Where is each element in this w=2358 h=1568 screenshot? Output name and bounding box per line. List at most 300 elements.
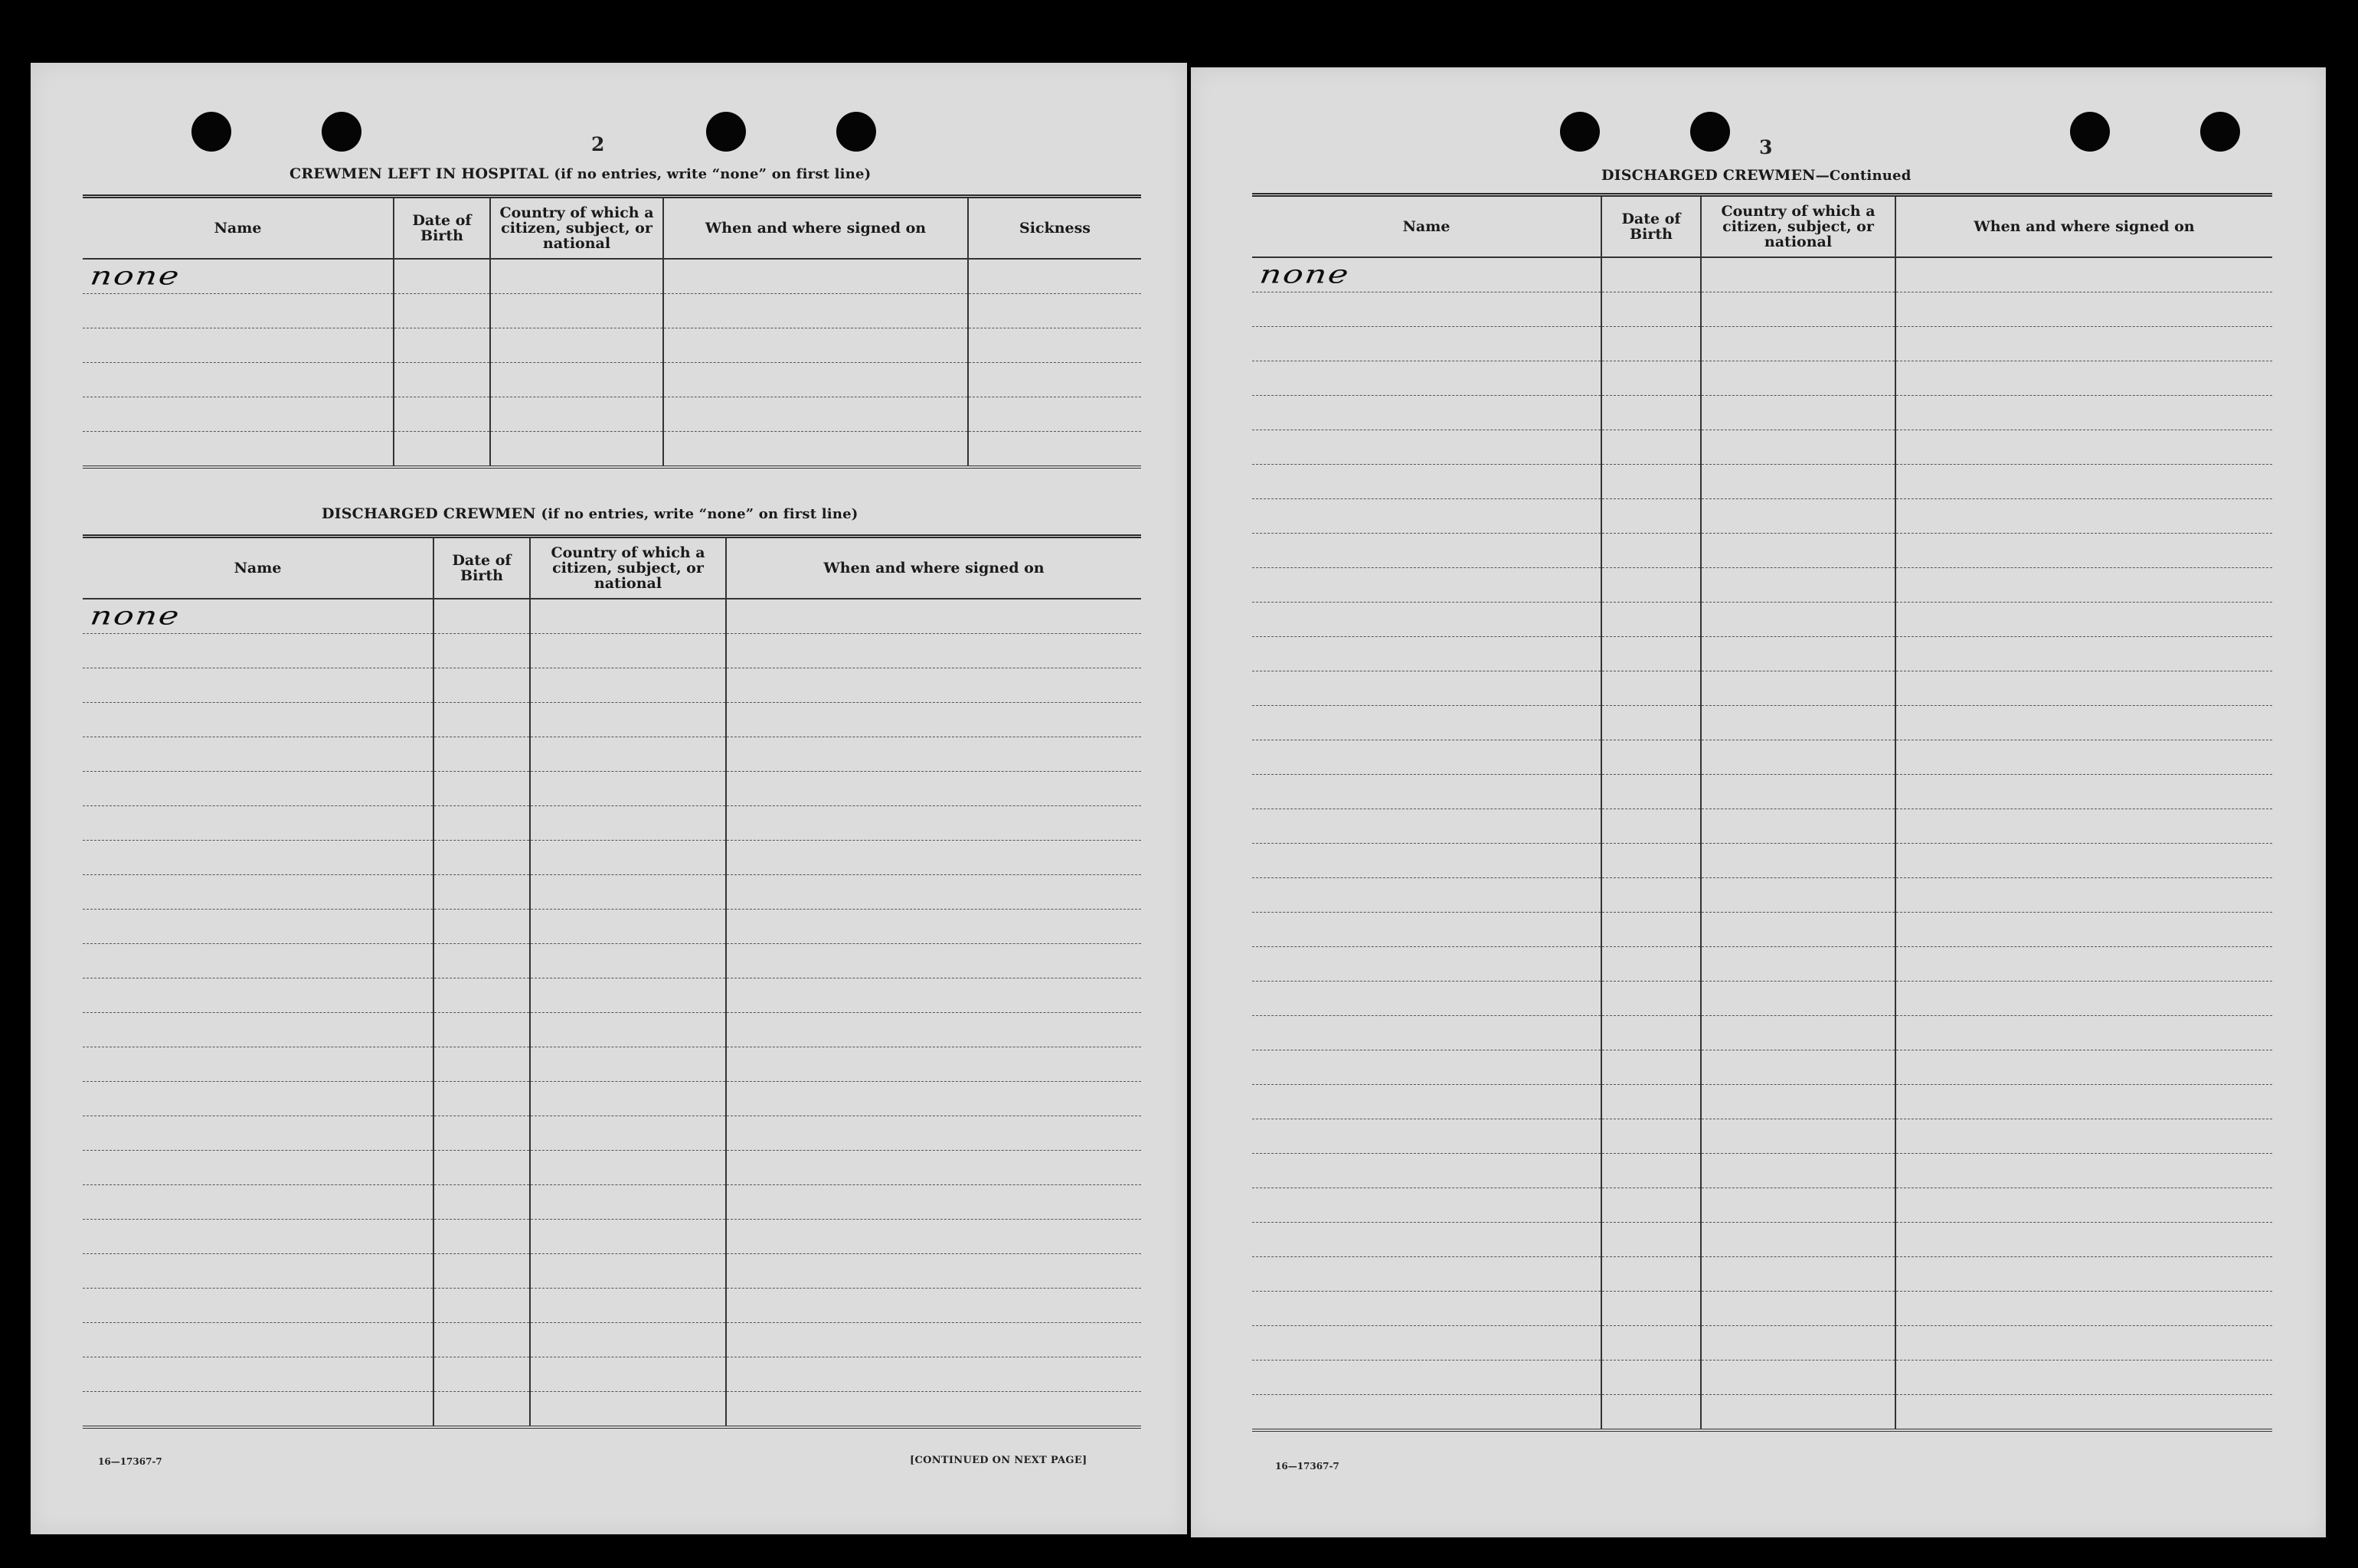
table-cell [1895, 1188, 2272, 1223]
table-cell [433, 634, 530, 668]
table-row [1252, 1326, 2272, 1361]
table-cell [1701, 982, 1895, 1016]
table-cell [1701, 1292, 1895, 1326]
table-cell [1601, 1050, 1701, 1085]
table-cell [1252, 361, 1601, 396]
table-cell [1601, 1119, 1701, 1154]
table-row [1252, 740, 2272, 775]
table-cell [1601, 740, 1701, 775]
table-cell [726, 910, 1141, 944]
table-cell [530, 978, 726, 1013]
table-row [1252, 637, 2272, 671]
table-row [83, 599, 1141, 634]
table-cell [1895, 568, 2272, 603]
table-cell [1701, 1119, 1895, 1154]
hospital-section-title [289, 165, 871, 182]
table-cell [530, 1047, 726, 1082]
table-cell [490, 259, 663, 294]
table-cell [726, 1151, 1141, 1185]
table-cell [1895, 671, 2272, 706]
table-cell [433, 806, 530, 841]
table-cell [433, 737, 530, 772]
table-row [1252, 671, 2272, 706]
table-cell [83, 772, 433, 806]
column-header-date-of-birth: Date of Birth [394, 197, 490, 260]
table-cell [433, 1013, 530, 1047]
table-cell [726, 599, 1141, 634]
table-cell [1701, 1223, 1895, 1257]
column-header-date-of-birth: Date of Birth [1601, 195, 1701, 258]
table-cell [530, 910, 726, 944]
table-cell [530, 599, 726, 634]
table-cell [726, 978, 1141, 1013]
table-cell [726, 875, 1141, 910]
table-row [1252, 1395, 2272, 1431]
table-cell [1252, 603, 1601, 637]
table-cell [726, 668, 1141, 703]
table-cell [1895, 499, 2272, 534]
discharged-continued-table [1252, 193, 2272, 1432]
table-cell [1895, 1016, 2272, 1050]
table-cell [968, 397, 1141, 432]
table-cell [968, 259, 1141, 294]
table-row [83, 634, 1141, 668]
table-cell [1252, 878, 1601, 913]
table-cell [1701, 1395, 1895, 1431]
table-cell [83, 1151, 433, 1185]
table-cell [1252, 534, 1601, 568]
table-cell [663, 397, 968, 432]
table-cell [1252, 637, 1601, 671]
table-row [1252, 878, 2272, 913]
table-cell [1252, 396, 1601, 430]
table-row [1252, 257, 2272, 292]
punch-hole [2200, 112, 2240, 152]
table-cell [726, 806, 1141, 841]
table-cell [1601, 671, 1701, 706]
table-row [1252, 1188, 2272, 1223]
table-cell [433, 1082, 530, 1116]
table-cell [1601, 947, 1701, 982]
table-cell [1601, 1326, 1701, 1361]
table-cell [1701, 1016, 1895, 1050]
table-row [83, 772, 1141, 806]
table-cell [1895, 1050, 2272, 1085]
table-row [1252, 465, 2272, 499]
table-cell [530, 1151, 726, 1185]
table-row [1252, 499, 2272, 534]
table-row [83, 1289, 1141, 1323]
section-title-text: DISCHARGED CREWMEN [1601, 167, 1816, 184]
table-row [83, 363, 1141, 397]
table-row [1252, 1292, 2272, 1326]
table-cell [490, 432, 663, 468]
table-cell [968, 328, 1141, 363]
table-cell [1895, 1154, 2272, 1188]
table-row [83, 1357, 1141, 1392]
column-header-country: Country of which a citizen, subject, or national [490, 197, 663, 260]
table-cell [1252, 465, 1601, 499]
table-cell [1701, 465, 1895, 499]
table-cell [1252, 327, 1601, 361]
table-cell [83, 1185, 433, 1220]
table-cell [83, 294, 394, 328]
table-cell [1601, 1395, 1701, 1431]
table-cell [1601, 913, 1701, 947]
table-cell [1601, 1154, 1701, 1188]
table-cell [530, 875, 726, 910]
table-cell [1601, 844, 1701, 878]
table-cell [1601, 292, 1701, 327]
table-cell [433, 944, 530, 978]
table-cell [1701, 292, 1895, 327]
table-row [83, 294, 1141, 328]
table-cell [394, 397, 490, 432]
table-row [83, 1323, 1141, 1357]
table-cell [1895, 1119, 2272, 1154]
table-cell [1701, 947, 1895, 982]
table-row [1252, 1050, 2272, 1085]
table-row [1252, 1223, 2272, 1257]
table-cell [1252, 740, 1601, 775]
page-number: 3 [1759, 136, 1773, 158]
table-row [83, 328, 1141, 363]
punch-hole [706, 112, 746, 152]
table-cell [433, 772, 530, 806]
discharged-continued-title [1601, 167, 1912, 184]
table-cell [1895, 706, 2272, 740]
discharged-table [83, 534, 1141, 1429]
table-cell [1701, 1085, 1895, 1119]
column-header-country: Country of which a citizen, subject, or national [1701, 195, 1895, 258]
punch-hole [1690, 112, 1730, 152]
table-row [1252, 534, 2272, 568]
table-cell [433, 599, 530, 634]
table-row [1252, 982, 2272, 1016]
table-cell [83, 910, 433, 944]
table-cell [1895, 913, 2272, 947]
table-cell [1252, 1361, 1601, 1395]
table-cell [1601, 603, 1701, 637]
table-cell [1601, 1257, 1701, 1292]
left-page [31, 63, 1187, 1534]
table-row [1252, 1257, 2272, 1292]
table-cell [1701, 775, 1895, 809]
table-cell [1601, 809, 1701, 844]
table-cell [663, 363, 968, 397]
table-cell [726, 841, 1141, 875]
table-cell [1895, 396, 2272, 430]
table-cell [1701, 706, 1895, 740]
table-cell [1701, 1361, 1895, 1395]
section-title-text: DISCHARGED CREWMEN [322, 505, 536, 522]
form-number: 16—17367-7 [1275, 1461, 1339, 1472]
table-row [83, 259, 1141, 294]
table-cell [1601, 465, 1701, 499]
table-cell [1895, 327, 2272, 361]
table-cell [1701, 1050, 1895, 1085]
table-cell [726, 1254, 1141, 1289]
table-cell [1701, 671, 1895, 706]
table-row [83, 1392, 1141, 1428]
table-cell [1252, 982, 1601, 1016]
section-title-text: CREWMEN LEFT IN HOSPITAL [289, 165, 549, 182]
table-cell [1601, 1223, 1701, 1257]
table-cell [1252, 1016, 1601, 1050]
table-cell [1252, 499, 1601, 534]
table-cell [1895, 637, 2272, 671]
name-cell [1252, 257, 1601, 292]
table-row [83, 1013, 1141, 1047]
name-cell [83, 599, 433, 634]
table-row [83, 944, 1141, 978]
table-row [83, 875, 1141, 910]
table-cell [83, 1254, 433, 1289]
table-cell [530, 1357, 726, 1392]
table-cell [83, 397, 394, 432]
table-cell [83, 737, 433, 772]
handwritten-entry: none [88, 601, 182, 631]
table-cell [726, 737, 1141, 772]
table-cell [1601, 775, 1701, 809]
table-row [83, 806, 1141, 841]
table-cell [1895, 844, 2272, 878]
table-cell [1701, 257, 1895, 292]
handwritten-entry: none [88, 261, 182, 291]
table-cell [726, 1357, 1141, 1392]
column-header-date-of-birth: Date of Birth [433, 537, 530, 599]
table-cell [1252, 1085, 1601, 1119]
table-cell [83, 703, 433, 737]
table-cell [433, 1151, 530, 1185]
table-cell [1701, 809, 1895, 844]
punch-hole [836, 112, 876, 152]
table-cell [433, 1392, 530, 1428]
table-row [1252, 430, 2272, 465]
table-cell [433, 1357, 530, 1392]
table-cell [433, 841, 530, 875]
section-note: (if no entries, write “none” on first line) [554, 166, 872, 182]
table-row [1252, 568, 2272, 603]
table-cell [1895, 947, 2272, 982]
table-cell [1895, 1326, 2272, 1361]
handwritten-entry: none [1257, 260, 1352, 289]
table-cell [1601, 878, 1701, 913]
table-cell [1895, 1395, 2272, 1431]
table-cell [1601, 1292, 1701, 1326]
table-cell [530, 737, 726, 772]
table-cell [394, 363, 490, 397]
table-cell [1601, 637, 1701, 671]
table-cell [1895, 534, 2272, 568]
punch-hole [191, 112, 231, 152]
table-cell [530, 703, 726, 737]
table-cell [530, 668, 726, 703]
table-row [1252, 706, 2272, 740]
table-cell [663, 432, 968, 468]
discharged-section-title [322, 505, 858, 522]
table-cell [1252, 568, 1601, 603]
table-cell [1601, 706, 1701, 740]
table-cell [726, 1220, 1141, 1254]
table-cell [83, 1013, 433, 1047]
table-cell [530, 1392, 726, 1428]
table-cell [1252, 706, 1601, 740]
hospital-table [83, 194, 1141, 469]
table-cell [1601, 430, 1701, 465]
table-cell [1601, 327, 1701, 361]
table-row [1252, 1361, 2272, 1395]
table-cell [1252, 913, 1601, 947]
table-cell [663, 294, 968, 328]
table-cell [1701, 1326, 1895, 1361]
table-row [83, 978, 1141, 1013]
table-cell [1252, 809, 1601, 844]
table-cell [1252, 1188, 1601, 1223]
table-cell [1895, 1292, 2272, 1326]
table-cell [490, 363, 663, 397]
table-cell [726, 1082, 1141, 1116]
table-cell [1252, 1223, 1601, 1257]
table-cell [83, 978, 433, 1013]
table-cell [1895, 740, 2272, 775]
table-cell [83, 841, 433, 875]
table-cell [726, 634, 1141, 668]
table-cell [1601, 982, 1701, 1016]
table-cell [1895, 292, 2272, 327]
column-header-name: Name [83, 197, 394, 260]
table-cell [1252, 1050, 1601, 1085]
punch-hole [1560, 112, 1600, 152]
page-number: 2 [591, 133, 605, 155]
table-cell [530, 772, 726, 806]
table-cell [394, 294, 490, 328]
table-cell [1252, 1292, 1601, 1326]
table-cell [490, 397, 663, 432]
table-row [83, 910, 1141, 944]
table-cell [83, 328, 394, 363]
table-cell [83, 1289, 433, 1323]
column-header-country: Country of which a citizen, subject, or national [530, 537, 726, 599]
table-cell [1895, 603, 2272, 637]
table-row [83, 1047, 1141, 1082]
table-cell [726, 1185, 1141, 1220]
table-cell [433, 875, 530, 910]
table-cell [726, 1013, 1141, 1047]
table-cell [530, 634, 726, 668]
table-row [1252, 1016, 2272, 1050]
table-cell [726, 1289, 1141, 1323]
table-cell [968, 363, 1141, 397]
table-cell [433, 910, 530, 944]
table-row [83, 841, 1141, 875]
table-cell [1701, 844, 1895, 878]
table-row [83, 397, 1141, 432]
table-cell [1252, 1395, 1601, 1431]
table-cell [433, 1116, 530, 1151]
table-row [1252, 361, 2272, 396]
table-row [1252, 1085, 2272, 1119]
table-cell [530, 944, 726, 978]
table-cell [433, 1254, 530, 1289]
table-cell [1701, 499, 1895, 534]
table-cell [968, 432, 1141, 468]
table-cell [530, 1289, 726, 1323]
right-page [1191, 67, 2326, 1537]
table-cell [1701, 603, 1895, 637]
table-cell [1601, 499, 1701, 534]
table-cell [83, 1082, 433, 1116]
table-cell [83, 668, 433, 703]
table-row [1252, 603, 2272, 637]
column-header-name: Name [1252, 195, 1601, 258]
table-cell [1252, 1154, 1601, 1188]
table-cell [1895, 361, 2272, 396]
table-cell [1701, 396, 1895, 430]
column-header-name: Name [83, 537, 433, 599]
table-row [1252, 1154, 2272, 1188]
table-cell [83, 944, 433, 978]
table-cell [1601, 1085, 1701, 1119]
table-cell [726, 944, 1141, 978]
table-cell [726, 1323, 1141, 1357]
table-cell [433, 1289, 530, 1323]
table-cell [530, 1185, 726, 1220]
table-row [83, 668, 1141, 703]
table-cell [1701, 740, 1895, 775]
table-cell [726, 1047, 1141, 1082]
punch-hole [2070, 112, 2110, 152]
column-header-signed-on: When and where signed on [663, 197, 968, 260]
table-cell [1895, 257, 2272, 292]
table-cell [1252, 671, 1601, 706]
table-cell [1895, 1257, 2272, 1292]
punch-hole [322, 112, 361, 152]
form-number: 16—17367-7 [98, 1456, 162, 1467]
table-row [1252, 844, 2272, 878]
table-row [1252, 396, 2272, 430]
table-cell [1895, 1085, 2272, 1119]
table-cell [394, 432, 490, 468]
table-cell [726, 1116, 1141, 1151]
table-cell [1601, 257, 1701, 292]
table-cell [1252, 947, 1601, 982]
table-cell [83, 1116, 433, 1151]
name-cell [83, 259, 394, 294]
table-cell [726, 703, 1141, 737]
table-cell [1701, 878, 1895, 913]
title-suffix: —Continued [1815, 168, 1912, 184]
table-cell [1601, 361, 1701, 396]
table-cell [726, 1392, 1141, 1428]
table-cell [663, 328, 968, 363]
table-cell [394, 259, 490, 294]
table-cell [83, 875, 433, 910]
table-cell [433, 703, 530, 737]
table-cell [1701, 430, 1895, 465]
table-cell [83, 432, 394, 468]
table-cell [83, 1357, 433, 1392]
table-row [1252, 913, 2272, 947]
table-row [83, 432, 1141, 468]
table-cell [1701, 913, 1895, 947]
table-cell [433, 978, 530, 1013]
table-cell [1701, 1257, 1895, 1292]
table-cell [1601, 568, 1701, 603]
table-row [83, 1151, 1141, 1185]
table-cell [1895, 430, 2272, 465]
table-cell [1701, 637, 1895, 671]
